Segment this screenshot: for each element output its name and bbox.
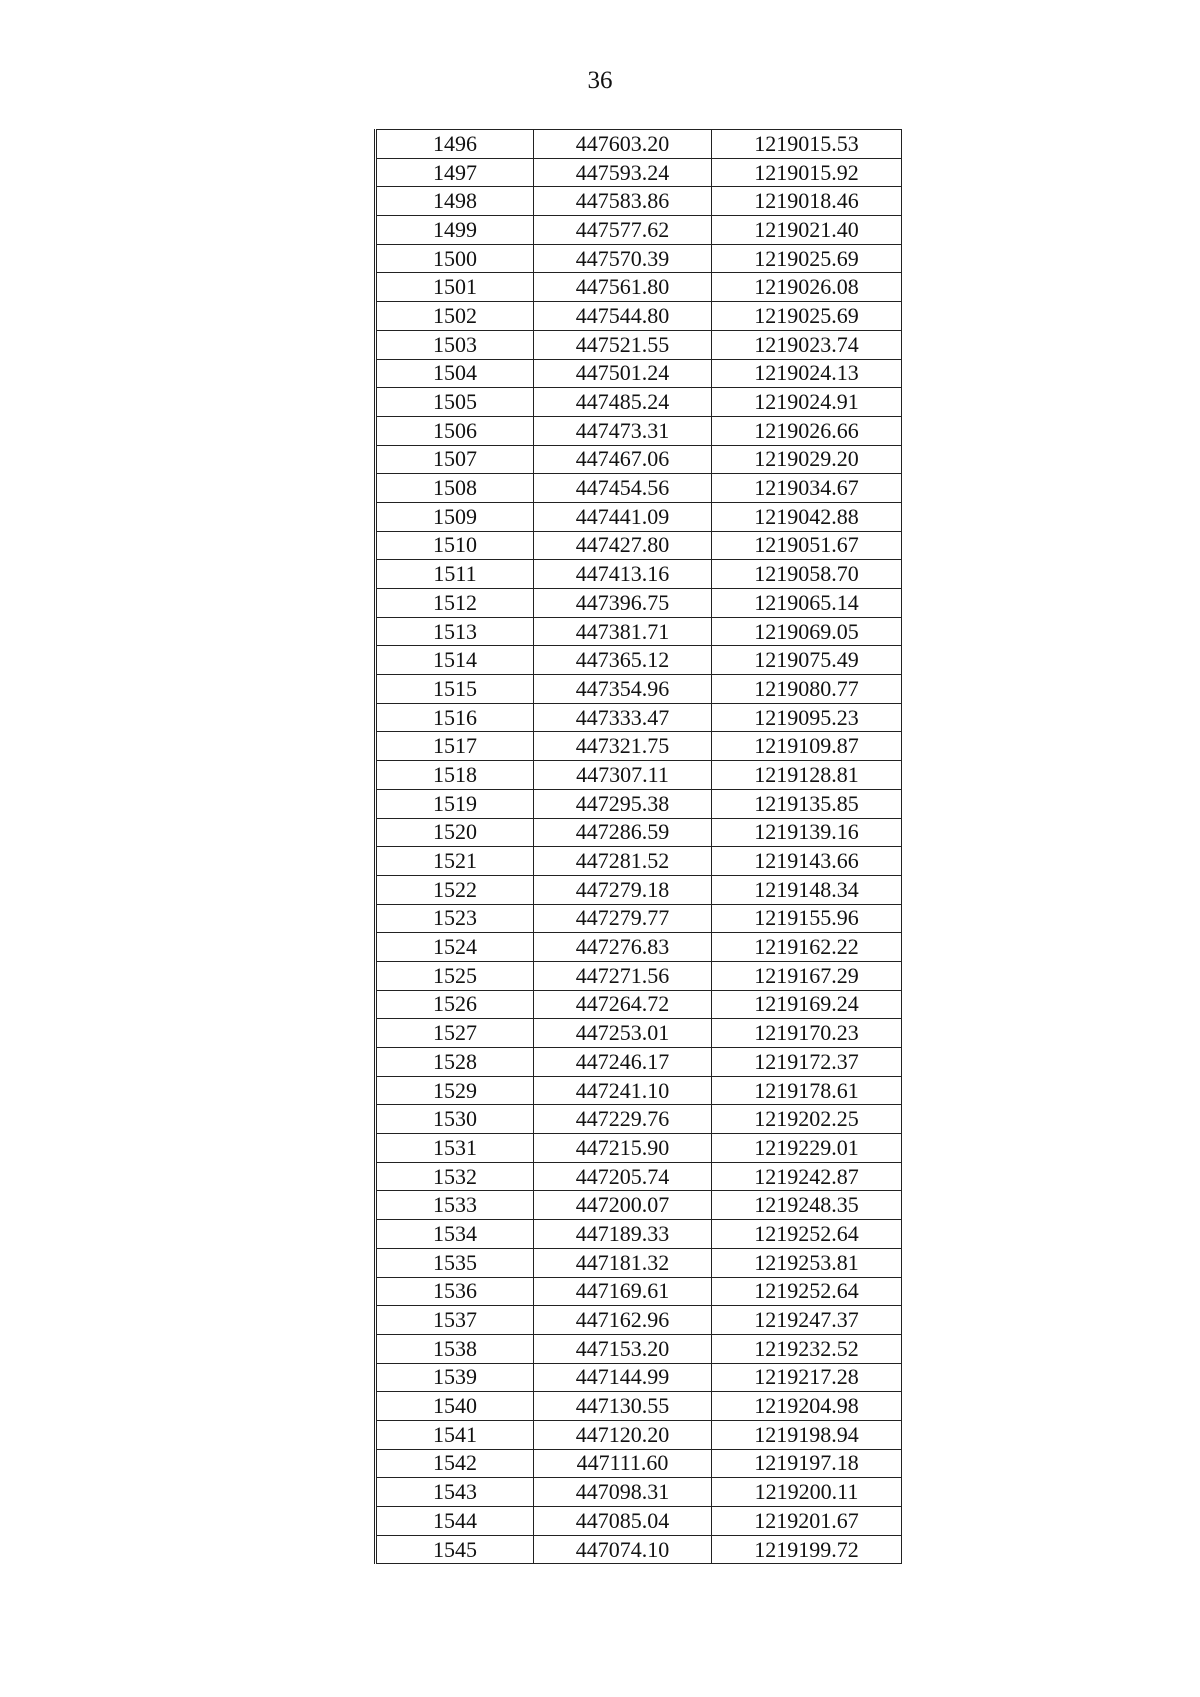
y-coordinate-cell: 1219197.18 — [712, 1449, 902, 1478]
point-number-cell: 1504 — [376, 359, 534, 388]
y-coordinate-cell: 1219204.98 — [712, 1392, 902, 1421]
y-coordinate-cell: 1219018.46 — [712, 187, 902, 216]
x-coordinate-cell: 447501.24 — [534, 359, 712, 388]
table-row — [376, 1420, 902, 1449]
point-number-cell: 1513 — [376, 617, 534, 646]
y-coordinate-cell: 1219229.01 — [712, 1134, 902, 1163]
y-coordinate-cell: 1219058.70 — [712, 560, 902, 589]
table-row — [376, 1162, 902, 1191]
table-row — [376, 933, 902, 962]
x-coordinate-cell: 447603.20 — [534, 130, 712, 159]
x-coordinate-cell: 447485.24 — [534, 388, 712, 417]
table-row — [376, 732, 902, 761]
x-coordinate-cell: 447381.71 — [534, 617, 712, 646]
x-coordinate-cell: 447205.74 — [534, 1162, 712, 1191]
y-coordinate-cell: 1219198.94 — [712, 1420, 902, 1449]
point-number-cell: 1532 — [376, 1162, 534, 1191]
table-row — [376, 560, 902, 589]
y-coordinate-cell: 1219167.29 — [712, 961, 902, 990]
point-number-cell: 1499 — [376, 216, 534, 245]
x-coordinate-cell: 447583.86 — [534, 187, 712, 216]
point-number-cell: 1517 — [376, 732, 534, 761]
x-coordinate-cell: 447229.76 — [534, 1105, 712, 1134]
x-coordinate-cell: 447181.32 — [534, 1248, 712, 1277]
y-coordinate-cell: 1219025.69 — [712, 302, 902, 331]
x-coordinate-cell: 447467.06 — [534, 445, 712, 474]
table-row — [376, 359, 902, 388]
x-coordinate-cell: 447521.55 — [534, 330, 712, 359]
y-coordinate-cell: 1219023.74 — [712, 330, 902, 359]
y-coordinate-cell: 1219026.66 — [712, 416, 902, 445]
x-coordinate-cell: 447264.72 — [534, 990, 712, 1019]
point-number-cell: 1512 — [376, 589, 534, 618]
y-coordinate-cell: 1219075.49 — [712, 646, 902, 675]
point-number-cell: 1514 — [376, 646, 534, 675]
point-number-cell: 1522 — [376, 875, 534, 904]
y-coordinate-cell: 1219217.28 — [712, 1363, 902, 1392]
point-number-cell: 1529 — [376, 1076, 534, 1105]
table-row — [376, 1248, 902, 1277]
y-coordinate-cell: 1219162.22 — [712, 933, 902, 962]
table-row — [376, 589, 902, 618]
point-number-cell: 1537 — [376, 1306, 534, 1335]
coordinates-table — [374, 129, 902, 1564]
y-coordinate-cell: 1219252.64 — [712, 1277, 902, 1306]
table-row — [376, 273, 902, 302]
y-coordinate-cell: 1219139.16 — [712, 818, 902, 847]
point-number-cell: 1507 — [376, 445, 534, 474]
point-number-cell: 1498 — [376, 187, 534, 216]
point-number-cell: 1503 — [376, 330, 534, 359]
coordinates-table-body — [376, 130, 902, 1564]
point-number-cell: 1534 — [376, 1220, 534, 1249]
x-coordinate-cell: 447441.09 — [534, 502, 712, 531]
table-row — [376, 474, 902, 503]
table-row — [376, 761, 902, 790]
x-coordinate-cell: 447111.60 — [534, 1449, 712, 1478]
y-coordinate-cell: 1219155.96 — [712, 904, 902, 933]
y-coordinate-cell: 1219128.81 — [712, 761, 902, 790]
x-coordinate-cell: 447473.31 — [534, 416, 712, 445]
table-row — [376, 1392, 902, 1421]
table-row — [376, 330, 902, 359]
point-number-cell: 1539 — [376, 1363, 534, 1392]
point-number-cell: 1545 — [376, 1535, 534, 1564]
x-coordinate-cell: 447333.47 — [534, 703, 712, 732]
point-number-cell: 1502 — [376, 302, 534, 331]
x-coordinate-cell: 447413.16 — [534, 560, 712, 589]
table-row — [376, 1334, 902, 1363]
point-number-cell: 1542 — [376, 1449, 534, 1478]
point-number-cell: 1518 — [376, 761, 534, 790]
table-row — [376, 244, 902, 273]
point-number-cell: 1526 — [376, 990, 534, 1019]
x-coordinate-cell: 447593.24 — [534, 158, 712, 187]
x-coordinate-cell: 447577.62 — [534, 216, 712, 245]
x-coordinate-cell: 447169.61 — [534, 1277, 712, 1306]
y-coordinate-cell: 1219065.14 — [712, 589, 902, 618]
y-coordinate-cell: 1219201.67 — [712, 1507, 902, 1536]
x-coordinate-cell: 447215.90 — [534, 1134, 712, 1163]
table-row — [376, 1105, 902, 1134]
point-number-cell: 1530 — [376, 1105, 534, 1134]
y-coordinate-cell: 1219095.23 — [712, 703, 902, 732]
y-coordinate-cell: 1219252.64 — [712, 1220, 902, 1249]
point-number-cell: 1510 — [376, 531, 534, 560]
table-row — [376, 1478, 902, 1507]
point-number-cell: 1527 — [376, 1019, 534, 1048]
y-coordinate-cell: 1219109.87 — [712, 732, 902, 761]
x-coordinate-cell: 447279.18 — [534, 875, 712, 904]
point-number-cell: 1524 — [376, 933, 534, 962]
x-coordinate-cell: 447354.96 — [534, 675, 712, 704]
point-number-cell: 1509 — [376, 502, 534, 531]
x-coordinate-cell: 447085.04 — [534, 1507, 712, 1536]
x-coordinate-cell: 447570.39 — [534, 244, 712, 273]
point-number-cell: 1540 — [376, 1392, 534, 1421]
point-number-cell: 1535 — [376, 1248, 534, 1277]
y-coordinate-cell: 1219248.35 — [712, 1191, 902, 1220]
point-number-cell: 1515 — [376, 675, 534, 704]
y-coordinate-cell: 1219021.40 — [712, 216, 902, 245]
table-row — [376, 1048, 902, 1077]
x-coordinate-cell: 447321.75 — [534, 732, 712, 761]
y-coordinate-cell: 1219024.91 — [712, 388, 902, 417]
point-number-cell: 1538 — [376, 1334, 534, 1363]
y-coordinate-cell: 1219178.61 — [712, 1076, 902, 1105]
table-row — [376, 1019, 902, 1048]
table-row — [376, 158, 902, 187]
x-coordinate-cell: 447276.83 — [534, 933, 712, 962]
table-row — [376, 1535, 902, 1564]
table-row — [376, 961, 902, 990]
point-number-cell: 1500 — [376, 244, 534, 273]
y-coordinate-cell: 1219199.72 — [712, 1535, 902, 1564]
y-coordinate-cell: 1219143.66 — [712, 847, 902, 876]
y-coordinate-cell: 1219242.87 — [712, 1162, 902, 1191]
y-coordinate-cell: 1219069.05 — [712, 617, 902, 646]
point-number-cell: 1505 — [376, 388, 534, 417]
point-number-cell: 1506 — [376, 416, 534, 445]
x-coordinate-cell: 447130.55 — [534, 1392, 712, 1421]
y-coordinate-cell: 1219026.08 — [712, 273, 902, 302]
table-row — [376, 388, 902, 417]
table-row — [376, 1306, 902, 1335]
x-coordinate-cell: 447162.96 — [534, 1306, 712, 1335]
table-row — [376, 703, 902, 732]
x-coordinate-cell: 447246.17 — [534, 1048, 712, 1077]
y-coordinate-cell: 1219015.53 — [712, 130, 902, 159]
point-number-cell: 1525 — [376, 961, 534, 990]
table-row — [376, 1507, 902, 1536]
point-number-cell: 1543 — [376, 1478, 534, 1507]
x-coordinate-cell: 447074.10 — [534, 1535, 712, 1564]
y-coordinate-cell: 1219042.88 — [712, 502, 902, 531]
point-number-cell: 1541 — [376, 1420, 534, 1449]
table-row — [376, 646, 902, 675]
table-row — [376, 1220, 902, 1249]
x-coordinate-cell: 447241.10 — [534, 1076, 712, 1105]
table-row — [376, 990, 902, 1019]
point-number-cell: 1501 — [376, 273, 534, 302]
y-coordinate-cell: 1219232.52 — [712, 1334, 902, 1363]
x-coordinate-cell: 447153.20 — [534, 1334, 712, 1363]
table-row — [376, 847, 902, 876]
table-row — [376, 789, 902, 818]
y-coordinate-cell: 1219172.37 — [712, 1048, 902, 1077]
x-coordinate-cell: 447189.33 — [534, 1220, 712, 1249]
table-row — [376, 617, 902, 646]
y-coordinate-cell: 1219135.85 — [712, 789, 902, 818]
y-coordinate-cell: 1219202.25 — [712, 1105, 902, 1134]
table-row — [376, 904, 902, 933]
point-number-cell: 1516 — [376, 703, 534, 732]
point-number-cell: 1511 — [376, 560, 534, 589]
x-coordinate-cell: 447200.07 — [534, 1191, 712, 1220]
x-coordinate-cell: 447427.80 — [534, 531, 712, 560]
table-row — [376, 502, 902, 531]
table-row — [376, 130, 902, 159]
table-row — [376, 1449, 902, 1478]
table-row — [376, 416, 902, 445]
x-coordinate-cell: 447098.31 — [534, 1478, 712, 1507]
table-row — [376, 1191, 902, 1220]
table-row — [376, 187, 902, 216]
table-row — [376, 302, 902, 331]
y-coordinate-cell: 1219169.24 — [712, 990, 902, 1019]
y-coordinate-cell: 1219170.23 — [712, 1019, 902, 1048]
x-coordinate-cell: 447365.12 — [534, 646, 712, 675]
y-coordinate-cell: 1219029.20 — [712, 445, 902, 474]
point-number-cell: 1521 — [376, 847, 534, 876]
point-number-cell: 1508 — [376, 474, 534, 503]
x-coordinate-cell: 447544.80 — [534, 302, 712, 331]
y-coordinate-cell: 1219080.77 — [712, 675, 902, 704]
table-row — [376, 531, 902, 560]
x-coordinate-cell: 447279.77 — [534, 904, 712, 933]
table-row — [376, 1076, 902, 1105]
y-coordinate-cell: 1219247.37 — [712, 1306, 902, 1335]
point-number-cell: 1520 — [376, 818, 534, 847]
table-row — [376, 875, 902, 904]
y-coordinate-cell: 1219148.34 — [712, 875, 902, 904]
y-coordinate-cell: 1219024.13 — [712, 359, 902, 388]
x-coordinate-cell: 447295.38 — [534, 789, 712, 818]
table-row — [376, 1363, 902, 1392]
x-coordinate-cell: 447120.20 — [534, 1420, 712, 1449]
x-coordinate-cell: 447396.75 — [534, 589, 712, 618]
x-coordinate-cell: 447144.99 — [534, 1363, 712, 1392]
x-coordinate-cell: 447286.59 — [534, 818, 712, 847]
point-number-cell: 1497 — [376, 158, 534, 187]
x-coordinate-cell: 447281.52 — [534, 847, 712, 876]
page-number: 36 — [587, 67, 613, 94]
x-coordinate-cell: 447454.56 — [534, 474, 712, 503]
y-coordinate-cell: 1219253.81 — [712, 1248, 902, 1277]
x-coordinate-cell: 447307.11 — [534, 761, 712, 790]
point-number-cell: 1519 — [376, 789, 534, 818]
y-coordinate-cell: 1219034.67 — [712, 474, 902, 503]
y-coordinate-cell: 1219200.11 — [712, 1478, 902, 1507]
x-coordinate-cell: 447561.80 — [534, 273, 712, 302]
point-number-cell: 1536 — [376, 1277, 534, 1306]
point-number-cell: 1544 — [376, 1507, 534, 1536]
y-coordinate-cell: 1219051.67 — [712, 531, 902, 560]
table-row — [376, 818, 902, 847]
y-coordinate-cell: 1219025.69 — [712, 244, 902, 273]
x-coordinate-cell: 447253.01 — [534, 1019, 712, 1048]
table-row — [376, 445, 902, 474]
y-coordinate-cell: 1219015.92 — [712, 158, 902, 187]
point-number-cell: 1528 — [376, 1048, 534, 1077]
table-row — [376, 1134, 902, 1163]
point-number-cell: 1523 — [376, 904, 534, 933]
point-number-cell: 1531 — [376, 1134, 534, 1163]
table-row — [376, 216, 902, 245]
x-coordinate-cell: 447271.56 — [534, 961, 712, 990]
table-row — [376, 675, 902, 704]
table-row — [376, 1277, 902, 1306]
point-number-cell: 1496 — [376, 130, 534, 159]
point-number-cell: 1533 — [376, 1191, 534, 1220]
